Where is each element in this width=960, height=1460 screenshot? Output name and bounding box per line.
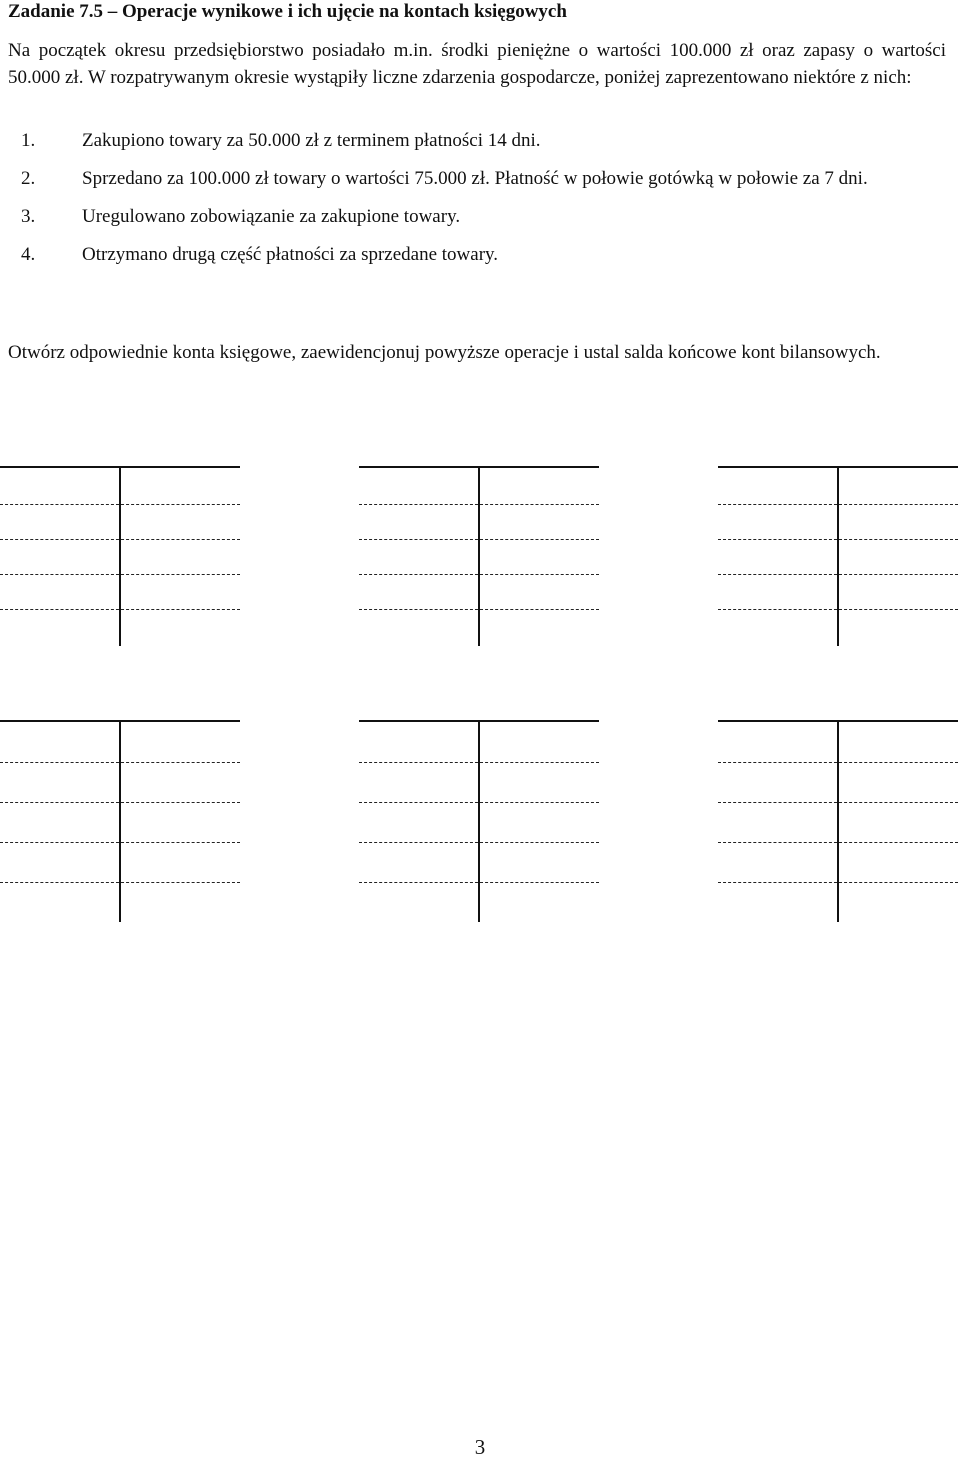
t-account-entry-line: [0, 539, 240, 540]
t-account-blank: [0, 466, 240, 646]
operation-text: Sprzedano za 100.000 zł towary o wartości 75.000 zł. Płatność w połowie gotówką w połowie za 7 dni.: [82, 168, 868, 189]
t-account-center-line: [119, 466, 121, 646]
t-account-entry-line: [0, 609, 240, 610]
t-account-entry-line: [718, 574, 958, 575]
t-account-entry-line: [0, 882, 240, 883]
t-account-entry-line: [0, 504, 240, 505]
operation-number: 3.: [21, 206, 36, 227]
t-account-entry-line: [359, 609, 599, 610]
operation-item: [8, 243, 946, 267]
t-account-entry-line: [718, 882, 958, 883]
page-number: 3: [474, 1435, 486, 1459]
task-title: Zadanie 7.5 – Operacje wynikowe i ich ujęcie na kontach księgowych: [8, 1, 567, 22]
t-account-entry-line: [0, 802, 240, 803]
operation-text: Zakupiono towary za 50.000 zł z terminem płatności 14 dni.: [82, 130, 541, 151]
t-account-entry-line: [0, 842, 240, 843]
t-account-entry-line: [359, 762, 599, 763]
t-account-entry-line: [0, 574, 240, 575]
operation-number: 1.: [21, 130, 36, 151]
t-account-center-line: [837, 720, 839, 922]
t-account-entry-line: [359, 882, 599, 883]
operation-text: Uregulowano zobowiązanie za zakupione towary.: [82, 206, 461, 227]
operation-item: [8, 167, 946, 191]
t-account-blank: [0, 720, 240, 900]
operation-text: Otrzymano drugą część płatności za sprzedane towary.: [82, 244, 499, 265]
t-account-entry-line: [718, 609, 958, 610]
t-account-blank: [359, 720, 599, 900]
t-account-entry-line: [718, 802, 958, 803]
t-account-blank: [718, 466, 958, 646]
t-account-entry-line: [718, 842, 958, 843]
t-account-blank: [359, 466, 599, 646]
t-account-entry-line: [359, 842, 599, 843]
t-account-center-line: [478, 466, 480, 646]
t-account-entry-line: [718, 539, 958, 540]
t-account-center-line: [837, 466, 839, 646]
t-account-blank: [718, 720, 958, 900]
task-intro: Na początek okresu przedsiębiorstwo posiadało m.in. środki pieniężne o wartości 100.000 zł oraz zapasy o wartości 50.000 zł. W rozpatrywanym okresie wystąpiły liczne zdarzenia gospodarcze, poniżej zaprezentowano niektóre z nich:: [8, 40, 946, 88]
operation-item: [8, 205, 946, 229]
operation-item: [8, 129, 946, 153]
t-account-entry-line: [359, 802, 599, 803]
operations-list: [8, 129, 946, 281]
t-account-entry-line: [359, 539, 599, 540]
operation-number: 4.: [21, 244, 36, 265]
t-account-center-line: [478, 720, 480, 922]
task-instruction: Otwórz odpowiednie konta księgowe, zaewidencjonuj powyższe operacje i ustal salda końcowe kont bilansowych.: [8, 342, 881, 363]
t-account-entry-line: [718, 762, 958, 763]
t-account-entry-line: [718, 504, 958, 505]
operation-number: 2.: [21, 168, 36, 189]
t-account-center-line: [119, 720, 121, 922]
t-account-entry-line: [0, 762, 240, 763]
t-account-entry-line: [359, 504, 599, 505]
t-account-entry-line: [359, 574, 599, 575]
